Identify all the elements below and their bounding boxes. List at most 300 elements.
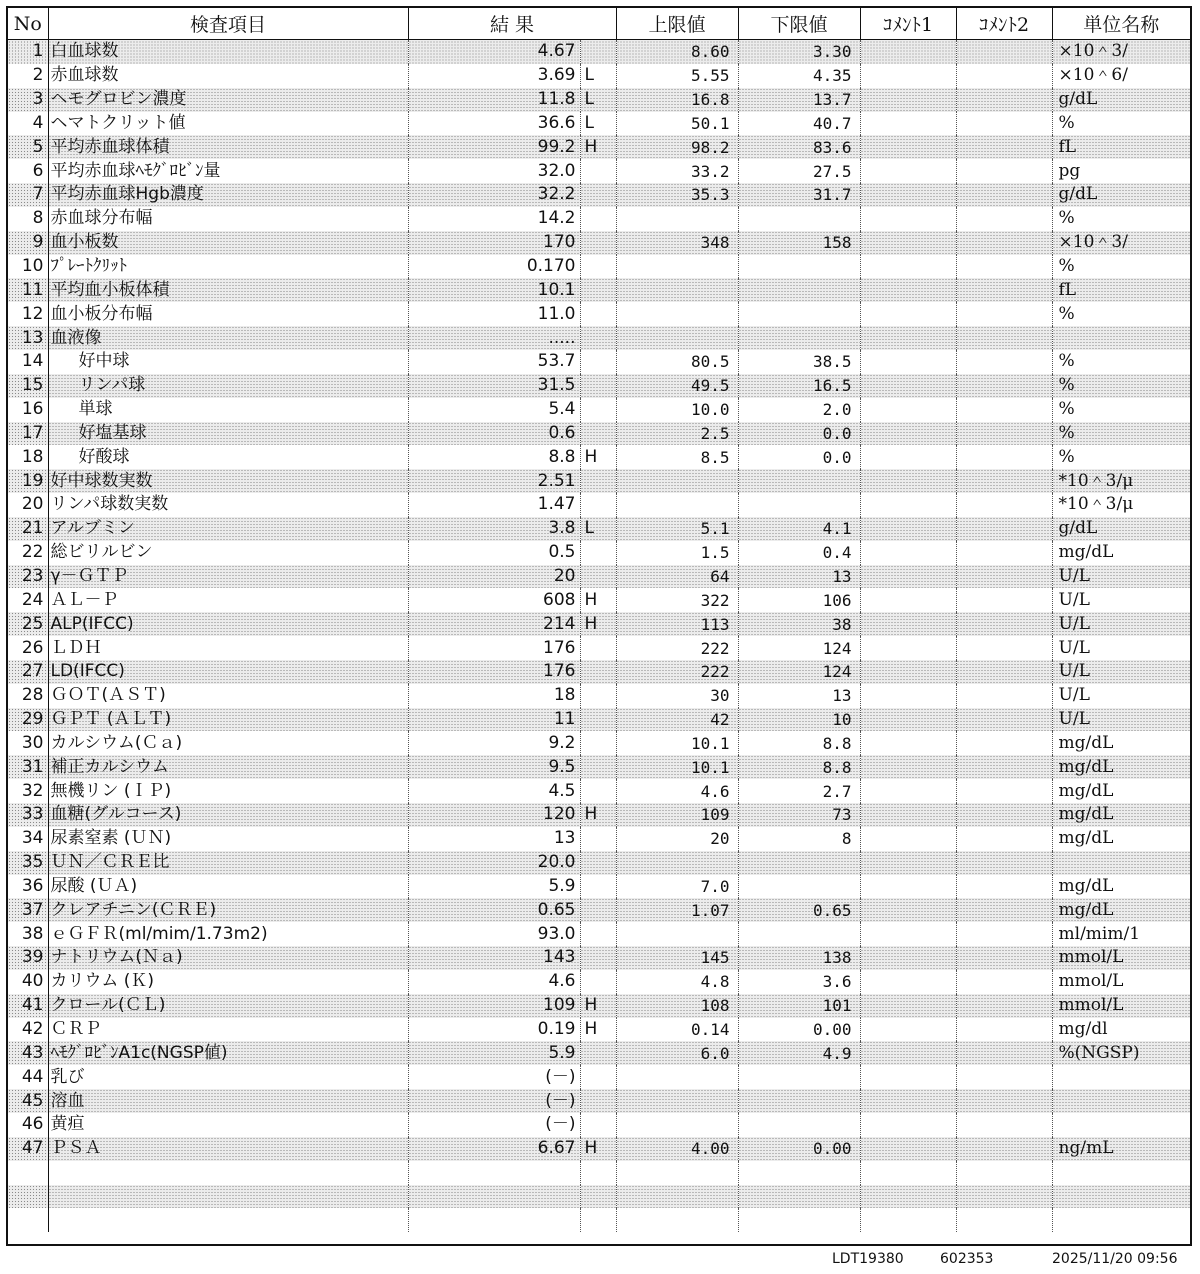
table-row (8, 1018, 1190, 1042)
table-row (8, 40, 1190, 64)
row-upper (616, 469, 738, 493)
row-comment2 (956, 660, 1052, 684)
row-upper (616, 922, 738, 946)
table-row (8, 803, 1190, 827)
row-no: 9 (8, 231, 48, 255)
row-unit: U/L (1058, 589, 1090, 610)
row-comment2 (956, 302, 1052, 326)
row-lower: 0.0 (738, 422, 860, 446)
row-upper: 145 (616, 946, 738, 970)
row-comment2 (956, 1208, 1052, 1232)
blank-row (8, 1208, 1190, 1232)
row-upper: 5.55 (616, 64, 738, 88)
row-result: 93.0 (408, 922, 580, 946)
row-result: 109 (408, 994, 580, 1018)
table-row (8, 64, 1190, 88)
row-flag (580, 1089, 616, 1113)
table-row (8, 374, 1190, 398)
row-result: 32.2 (408, 183, 580, 207)
row-result: 0.65 (408, 898, 580, 922)
row-result: 5.9 (408, 1041, 580, 1065)
row-result: 214 (408, 612, 580, 636)
row-comment1 (860, 541, 956, 565)
row-lower (738, 875, 860, 899)
row-no: 24 (8, 588, 48, 612)
row-unit (1052, 1065, 1190, 1089)
row-unit: U/L (1052, 660, 1190, 684)
row-unit: % (1058, 399, 1075, 420)
row-lower: 3.30 (738, 40, 860, 64)
row-no: 1 (8, 40, 48, 64)
row-no: 22 (8, 541, 48, 565)
row-no: 43 (8, 1041, 48, 1065)
row-item: ＣＲＰ (48, 1018, 408, 1042)
row-upper: 42 (616, 708, 738, 732)
row-comment2 (956, 779, 1052, 803)
row-comment1 (860, 398, 956, 422)
row-item (48, 1208, 408, 1232)
header-comment2: ｺﾒﾝﾄ2 (956, 8, 1052, 40)
row-unit: mmol/L (1052, 994, 1190, 1018)
row-unit: % (1058, 112, 1075, 133)
row-flag (580, 755, 616, 779)
row-flag (580, 493, 616, 517)
row-result: 20.0 (408, 851, 580, 875)
row-unit: ×10＾3/ (1052, 40, 1190, 64)
row-result: 6.67 (408, 1137, 580, 1161)
row-unit: mg/dL (1058, 875, 1114, 896)
row-comment2 (956, 612, 1052, 636)
table-row (8, 493, 1190, 517)
row-result: 53.7 (408, 350, 580, 374)
row-comment2 (956, 708, 1052, 732)
row-no: 35 (8, 851, 48, 875)
row-item (48, 1161, 408, 1185)
row-lower: 8 (738, 827, 860, 851)
row-result: 170 (408, 231, 580, 255)
row-no: 40 (8, 970, 48, 994)
row-lower: 4.9 (738, 1041, 860, 1065)
row-no: 12 (8, 302, 48, 326)
row-upper (616, 1161, 738, 1185)
row-result: 0.19 (408, 1018, 580, 1042)
row-unit: g/dL (1052, 517, 1190, 541)
row-no: 45 (8, 1089, 48, 1113)
row-flag: H (580, 803, 616, 827)
row-upper: 109 (616, 803, 738, 827)
row-result: 1.47 (408, 493, 580, 517)
row-comment2 (956, 135, 1052, 159)
row-no: 27 (8, 660, 48, 684)
table-row (8, 207, 1190, 231)
row-flag: H (580, 588, 616, 612)
row-no: 21 (8, 517, 48, 541)
row-item: ﾍﾓｸﾞﾛﾋﾞﾝA1c(NGSP値) (48, 1041, 408, 1065)
row-unit: % (1058, 351, 1075, 372)
row-comment1 (860, 922, 956, 946)
row-item: ＵＮ／ＣＲＥ比 (48, 851, 408, 875)
row-unit: mg/dL (1058, 780, 1114, 801)
row-flag (580, 278, 616, 302)
row-comment2 (956, 898, 1052, 922)
row-comment1 (860, 469, 956, 493)
row-no: 34 (8, 827, 48, 851)
table-row (8, 755, 1190, 779)
row-item: 血小板分布幅 (48, 302, 408, 326)
row-comment1 (860, 112, 956, 136)
table-row (8, 588, 1190, 612)
row-no: 4 (8, 112, 48, 136)
row-upper: 108 (616, 994, 738, 1018)
header-unit: 単位名称 (1052, 8, 1190, 40)
row-no: 29 (8, 708, 48, 732)
row-result: 11 (408, 708, 580, 732)
row-lower: 38.5 (738, 350, 860, 374)
row-item: 補正カルシウム (48, 755, 408, 779)
row-unit: mg/dL (1058, 542, 1114, 563)
table-row (8, 708, 1190, 732)
table-row (8, 135, 1190, 159)
row-result (408, 1208, 580, 1232)
row-no: 5 (8, 135, 48, 159)
row-flag: L (580, 517, 616, 541)
row-lower: 138 (738, 946, 860, 970)
row-flag (580, 660, 616, 684)
row-flag (580, 922, 616, 946)
row-lower: 158 (738, 231, 860, 255)
row-result: 0.5 (408, 541, 580, 565)
row-comment1 (860, 1161, 956, 1185)
row-comment1 (860, 779, 956, 803)
row-result: 9.5 (408, 755, 580, 779)
row-result: 4.67 (408, 40, 580, 64)
row-item: ＬＤＨ (48, 636, 408, 660)
row-result: 120 (408, 803, 580, 827)
row-comment2 (956, 326, 1052, 350)
row-comment2 (956, 398, 1052, 422)
row-comment1 (860, 278, 956, 302)
row-comment2 (956, 1137, 1052, 1161)
row-comment2 (956, 207, 1052, 231)
row-upper (616, 326, 738, 350)
row-result: 14.2 (408, 207, 580, 231)
row-no: 32 (8, 779, 48, 803)
row-comment1 (860, 684, 956, 708)
row-no: 11 (8, 278, 48, 302)
lab-results-table (8, 8, 1190, 1232)
row-result: (－) (408, 1065, 580, 1089)
row-unit: mg/dL (1058, 828, 1114, 849)
row-unit (1052, 326, 1190, 350)
row-upper: 1.5 (616, 541, 738, 565)
row-upper (616, 255, 738, 279)
footer-id: 602353 (940, 1251, 994, 1267)
row-upper: 30 (616, 684, 738, 708)
row-flag: L (580, 88, 616, 112)
row-comment2 (956, 1041, 1052, 1065)
row-comment2 (956, 469, 1052, 493)
row-comment1 (860, 660, 956, 684)
row-upper: 1.07 (616, 898, 738, 922)
table-row (8, 731, 1190, 755)
row-item: 血液像 (48, 326, 408, 350)
row-item: 平均赤血球ﾍﾓｸﾞﾛﾋﾞﾝ量 (48, 159, 408, 183)
row-upper: 222 (616, 636, 738, 660)
table-row (8, 612, 1190, 636)
row-upper: 4.8 (616, 970, 738, 994)
row-upper (616, 851, 738, 875)
row-flag (580, 851, 616, 875)
row-upper: 222 (616, 660, 738, 684)
row-item: カリウム (Ｋ) (48, 970, 408, 994)
row-result: 4.6 (408, 970, 580, 994)
header-lower: 下限値 (738, 8, 860, 40)
row-comment2 (956, 493, 1052, 517)
row-item: 平均赤血球体積 (48, 135, 408, 159)
row-flag (580, 731, 616, 755)
row-flag (580, 422, 616, 446)
row-comment2 (956, 88, 1052, 112)
row-no: 26 (8, 636, 48, 660)
row-flag (580, 708, 616, 732)
row-unit: ×10＾6/ (1058, 65, 1128, 86)
row-comment1 (860, 183, 956, 207)
table-row (8, 946, 1190, 970)
row-flag (580, 565, 616, 589)
row-item: 単球 (48, 398, 408, 422)
row-lower: 124 (738, 636, 860, 660)
row-comment2 (956, 946, 1052, 970)
row-comment2 (956, 588, 1052, 612)
row-comment1 (860, 1113, 956, 1137)
row-no: 42 (8, 1018, 48, 1042)
row-upper: 50.1 (616, 112, 738, 136)
table-row (8, 183, 1190, 207)
table-row (8, 1113, 1190, 1137)
row-item: 赤血球数 (48, 64, 408, 88)
row-no: 7 (8, 183, 48, 207)
row-result: 10.1 (408, 278, 580, 302)
row-comment1 (860, 1137, 956, 1161)
row-lower: 40.7 (738, 112, 860, 136)
row-lower: 106 (738, 588, 860, 612)
row-no: 10 (8, 255, 48, 279)
row-comment2 (956, 1065, 1052, 1089)
row-result: 31.5 (408, 374, 580, 398)
row-upper: 113 (616, 612, 738, 636)
row-item: 尿素窒素 (ＵＮ) (48, 827, 408, 851)
row-comment2 (956, 994, 1052, 1018)
blank-row (8, 1185, 1190, 1209)
row-lower (738, 326, 860, 350)
row-upper: 8.60 (616, 40, 738, 64)
row-item: クロール(ＣＬ) (48, 994, 408, 1018)
row-result: 608 (408, 588, 580, 612)
table-row (8, 922, 1190, 946)
row-unit: U/L (1052, 708, 1190, 732)
row-unit: mmol/L (1052, 946, 1190, 970)
row-unit: ml/mim/1 (1058, 923, 1141, 944)
table-row (8, 231, 1190, 255)
row-result: 5.9 (408, 875, 580, 899)
row-comment2 (956, 445, 1052, 469)
row-result: 18 (408, 684, 580, 708)
row-result: 4.5 (408, 779, 580, 803)
row-unit: mg/dL (1052, 755, 1190, 779)
row-unit (1052, 851, 1190, 875)
row-upper: 33.2 (616, 159, 738, 183)
row-comment2 (956, 112, 1052, 136)
row-item: 好中球数実数 (48, 469, 408, 493)
row-lower: 0.4 (738, 541, 860, 565)
row-no: 47 (8, 1137, 48, 1161)
row-lower: 4.35 (738, 64, 860, 88)
row-comment2 (956, 422, 1052, 446)
table-header-row (8, 8, 1190, 40)
row-comment2 (956, 803, 1052, 827)
row-comment1 (860, 40, 956, 64)
row-result (408, 1161, 580, 1185)
row-result: 0.170 (408, 255, 580, 279)
header-item: 検査項目 (48, 8, 408, 40)
row-unit: % (1058, 208, 1075, 229)
row-comment1 (860, 326, 956, 350)
row-lower (738, 922, 860, 946)
row-upper: 0.14 (616, 1018, 738, 1042)
table-row (8, 88, 1190, 112)
row-lower (738, 493, 860, 517)
row-item: ＰＳＡ (48, 1137, 408, 1161)
table-row (8, 1065, 1190, 1089)
row-comment1 (860, 994, 956, 1018)
row-item: 黄疸 (48, 1113, 408, 1137)
row-item: アルブミン (48, 517, 408, 541)
table-row (8, 422, 1190, 446)
row-upper (616, 207, 738, 231)
row-comment1 (860, 1018, 956, 1042)
row-upper: 8.5 (616, 445, 738, 469)
row-item: 平均赤血球Hgb濃度 (48, 183, 408, 207)
row-unit: ×10＾3/ (1052, 231, 1190, 255)
table-row (8, 350, 1190, 374)
row-upper: 64 (616, 565, 738, 589)
row-result: 11.8 (408, 88, 580, 112)
row-comment2 (956, 1161, 1052, 1185)
row-comment1 (860, 135, 956, 159)
row-result: (－) (408, 1113, 580, 1137)
row-no: 20 (8, 493, 48, 517)
row-no: 15 (8, 374, 48, 398)
table-row (8, 779, 1190, 803)
row-unit: g/dL (1052, 183, 1190, 207)
row-comment1 (860, 588, 956, 612)
row-item: ＡＬ－Ｐ (48, 588, 408, 612)
row-no: 30 (8, 731, 48, 755)
row-item: クレアチニン(ＣＲＥ) (48, 898, 408, 922)
row-comment1 (860, 636, 956, 660)
row-lower (738, 302, 860, 326)
row-lower: 16.5 (738, 374, 860, 398)
row-comment2 (956, 1113, 1052, 1137)
row-flag (580, 302, 616, 326)
row-result: 0.6 (408, 422, 580, 446)
row-upper (616, 493, 738, 517)
row-no: 19 (8, 469, 48, 493)
row-unit: fL (1052, 135, 1190, 159)
row-comment2 (956, 851, 1052, 875)
row-no: 39 (8, 946, 48, 970)
row-item: 好酸球 (48, 445, 408, 469)
row-lower: 124 (738, 660, 860, 684)
row-unit: mg/dL (1052, 803, 1190, 827)
row-result: 99.2 (408, 135, 580, 159)
row-lower (738, 469, 860, 493)
row-comment2 (956, 64, 1052, 88)
row-no: 44 (8, 1065, 48, 1089)
row-item: 総ビリルビン (48, 541, 408, 565)
row-comment1 (860, 445, 956, 469)
row-flag (580, 231, 616, 255)
row-flag (580, 898, 616, 922)
row-lower: 0.65 (738, 898, 860, 922)
row-no (8, 1208, 48, 1232)
row-comment1 (860, 374, 956, 398)
row-unit: ng/mL (1052, 1137, 1190, 1161)
row-no: 8 (8, 207, 48, 231)
row-lower: 4.1 (738, 517, 860, 541)
row-upper: 7.0 (616, 875, 738, 899)
row-result: ..... (408, 326, 580, 350)
row-result: 20 (408, 565, 580, 589)
table-row (8, 1041, 1190, 1065)
row-unit: % (1052, 374, 1190, 398)
row-comment1 (860, 875, 956, 899)
row-upper: 4.6 (616, 779, 738, 803)
row-comment2 (956, 255, 1052, 279)
table-row (8, 302, 1190, 326)
row-item (48, 1185, 408, 1209)
row-flag (580, 1208, 616, 1232)
row-flag: H (580, 994, 616, 1018)
row-no: 41 (8, 994, 48, 1018)
row-lower: 0.00 (738, 1018, 860, 1042)
row-flag (580, 541, 616, 565)
row-lower (738, 1113, 860, 1137)
row-lower: 10 (738, 708, 860, 732)
row-flag (580, 159, 616, 183)
row-comment1 (860, 1185, 956, 1209)
row-lower: 8.8 (738, 731, 860, 755)
row-lower: 27.5 (738, 159, 860, 183)
row-comment1 (860, 565, 956, 589)
row-upper: 10.1 (616, 755, 738, 779)
row-upper: 49.5 (616, 374, 738, 398)
row-comment2 (956, 517, 1052, 541)
row-upper (616, 278, 738, 302)
row-upper (616, 1065, 738, 1089)
row-comment2 (956, 875, 1052, 899)
row-flag: H (580, 1018, 616, 1042)
row-item: ｅＧＦＲ(ml/mim/1.73m2) (48, 922, 408, 946)
row-comment1 (860, 88, 956, 112)
row-unit: mg/dl (1058, 1019, 1108, 1040)
table-row (8, 255, 1190, 279)
lab-results-sheet (6, 6, 1192, 1246)
row-comment1 (860, 1089, 956, 1113)
row-comment1 (860, 851, 956, 875)
row-result: 3.8 (408, 517, 580, 541)
row-no: 46 (8, 1113, 48, 1137)
